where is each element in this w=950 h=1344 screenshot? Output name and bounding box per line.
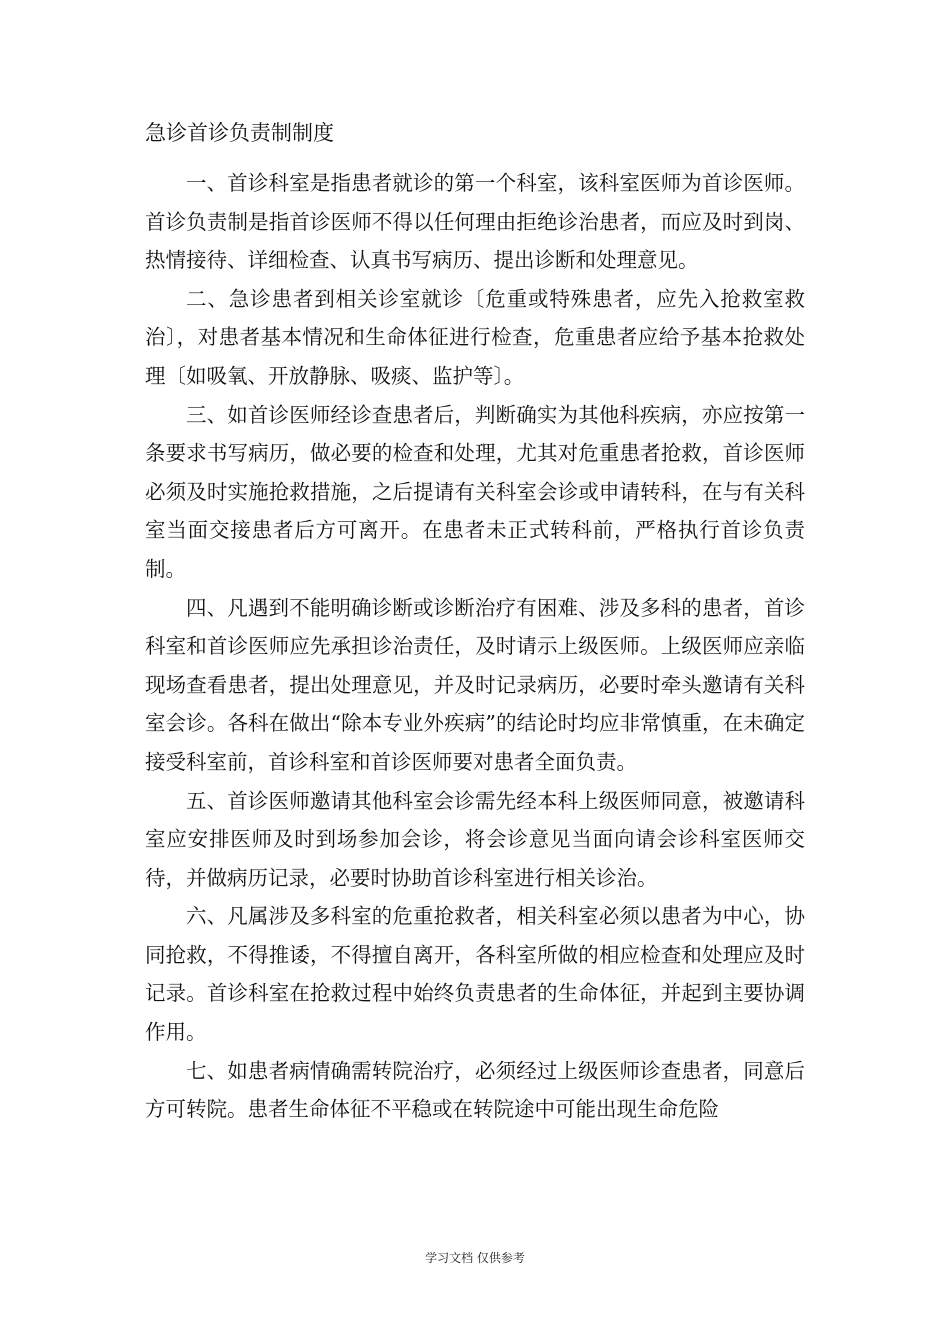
- paragraph-7: 七、如患者病情确需转院治疗，必须经过上级医师诊查患者，同意后方可转院。患者生命体征不平稳或在转院途中可能出现生命危险: [145, 1058, 805, 1122]
- paragraph-2: 二、急诊患者到相关诊室就诊〔危重或特殊患者，应先入抢救室救治〕，对患者基本情况和生命体征进行检查，危重患者应给予基本抢救处理〔如吸氧、开放静脉、吸痰、监护等〕。: [145, 286, 805, 388]
- paragraph-4: 四、凡遇到不能明确诊断或诊断治疗有困难、涉及多科的患者，首诊科室和首诊医师应先承担诊治责任，及时请示上级医师。上级医师应亲临现场查看患者，提出处理意见，并及时记录病历，必要时牵头邀请有关科室会诊。各科在做出“除本专业外疾病”的结论时均应非常慎重，在未确定接受科室前，首诊科室和首诊医师要对患者全面负责。: [145, 595, 805, 774]
- paragraph-1: 一、首诊科室是指患者就诊的第一个科室，该科室医师为首诊医师。首诊负责制是指首诊医师不得以任何理由拒绝诊治患者，而应及时到岗、热情接待、详细检查、认真书写病历、提出诊断和处理意见。: [145, 171, 805, 273]
- paragraph-3: 三、如首诊医师经诊查患者后，判断确实为其他科疾病，亦应按第一条要求书写病历，做必要的检查和处理，尤其对危重患者抢救，首诊医师必须及时实施抢救措施，之后提请有关科室会诊或申请转科，在与有关科室当面交接患者后方可离开。在患者未正式转科前，严格执行首诊负责制。: [145, 402, 805, 581]
- document-body: [145, 164, 805, 1129]
- document-title: 急诊首诊负责制制度: [145, 121, 334, 145]
- page-footer: 学习文档 仅供参考: [425, 1251, 525, 1265]
- paragraph-5: 五、首诊医师邀请其他科室会诊需先经本科上级医师同意，被邀请科室应安排医师及时到场参加会诊，将会诊意见当面向请会诊科室医师交待，并做病历记录，必要时协助首诊科室进行相关诊治。: [145, 788, 805, 890]
- paragraph-6: 六、凡属涉及多科室的危重抢救者，相关科室必须以患者为中心，协同抢救，不得推诿，不得擅自离开，各科室所做的相应检查和处理应及时记录。首诊科室在抢救过程中始终负责患者的生命体征，并起到主要协调作用。: [145, 904, 805, 1045]
